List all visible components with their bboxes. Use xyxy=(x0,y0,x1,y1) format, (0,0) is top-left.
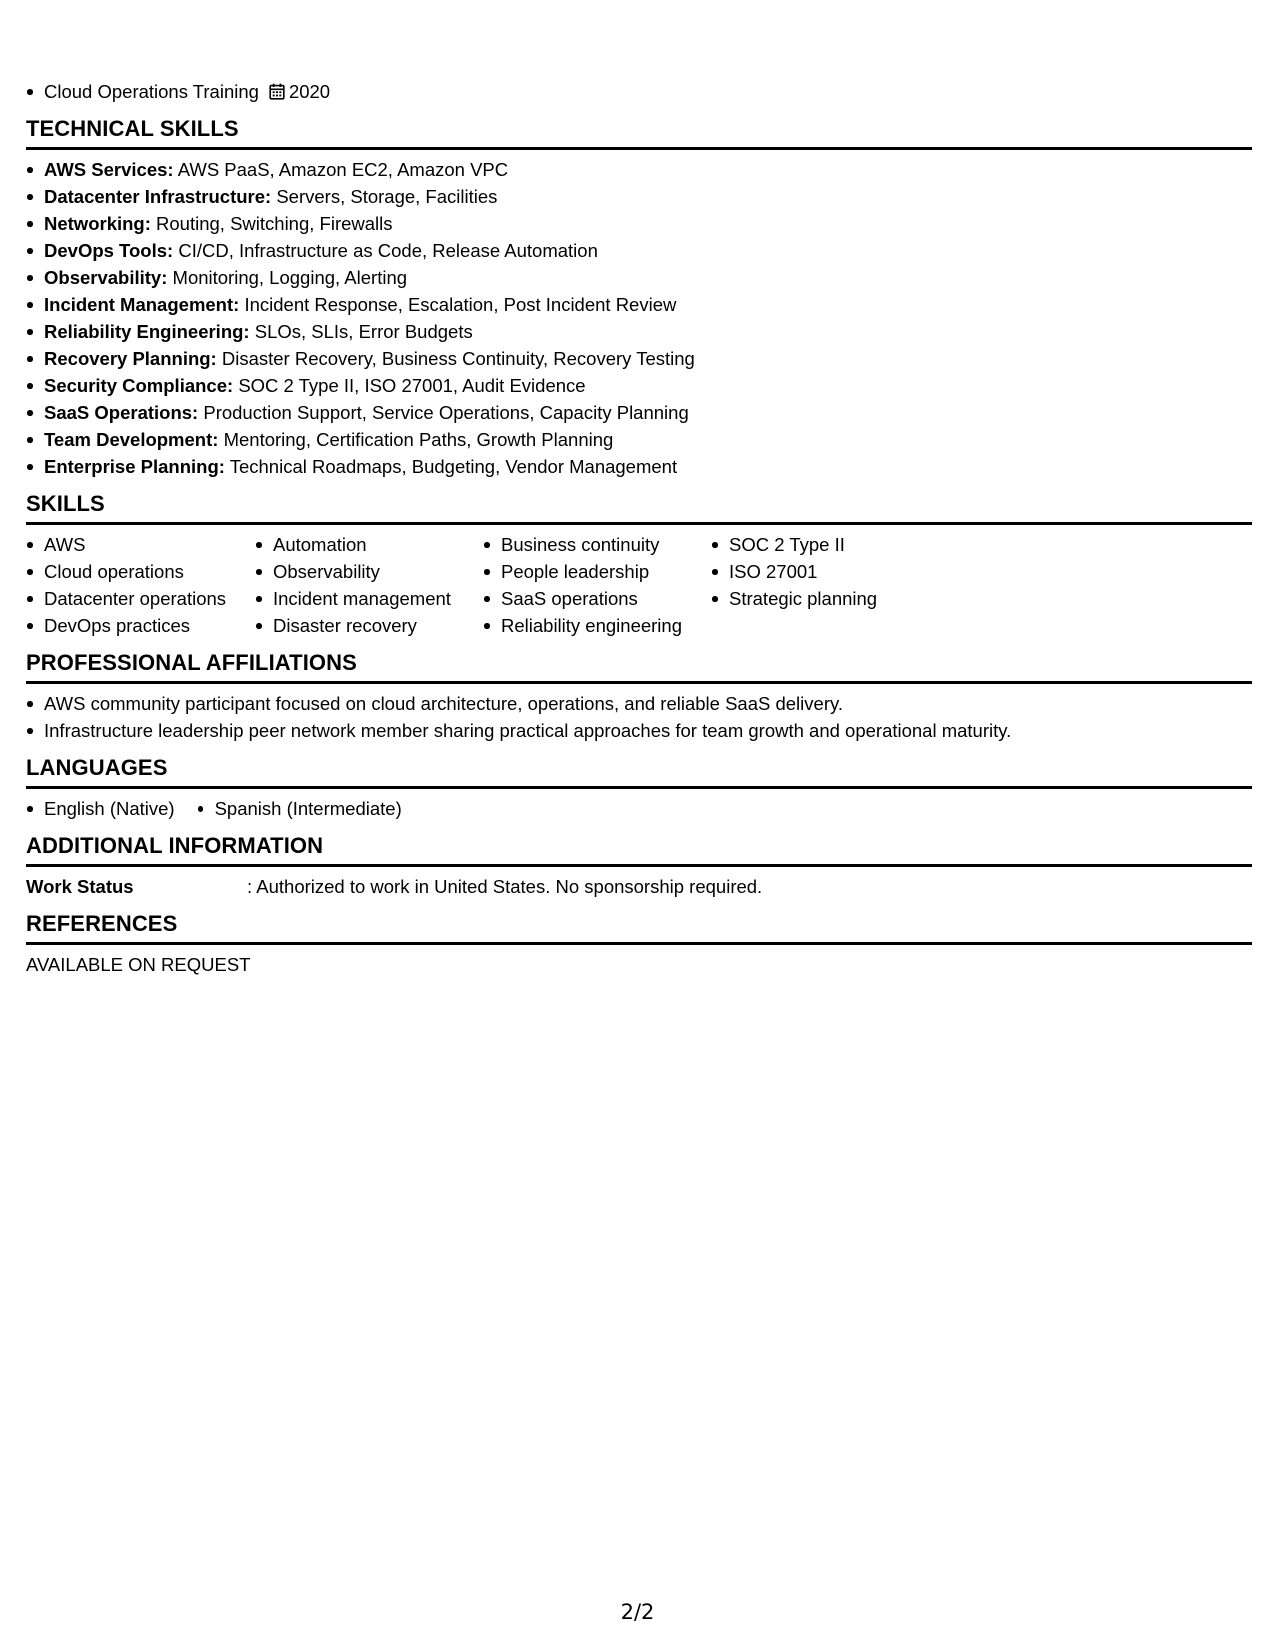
skill-label: DevOps Tools: xyxy=(44,240,174,261)
list-item xyxy=(26,183,1252,210)
list-item: Observability xyxy=(255,558,461,585)
list-item: English (Native) xyxy=(26,795,175,822)
training-year: 2020 xyxy=(288,81,331,102)
list-item xyxy=(26,78,1252,105)
section-title-affiliations: PROFESSIONAL AFFILIATIONS xyxy=(26,649,1252,684)
list-item xyxy=(26,318,1252,345)
list-item: Datacenter operations xyxy=(26,585,233,612)
references-text: AVAILABLE ON REQUEST xyxy=(26,954,251,975)
work-status-label: Work Status xyxy=(26,876,134,897)
list-item xyxy=(26,156,1252,183)
list-item: Reliability engineering xyxy=(483,612,689,639)
list-item: Incident management xyxy=(255,585,461,612)
list-item: Disaster recovery xyxy=(255,612,461,639)
list-item: Infrastructure leadership peer network member sharing practical approaches for team growth and operational maturity. xyxy=(26,717,1252,744)
list-item: SOC 2 Type II xyxy=(711,531,891,558)
skill-label: Recovery Planning: xyxy=(44,348,217,369)
skill-label: Reliability Engineering: xyxy=(44,321,250,342)
list-item xyxy=(26,210,1252,237)
skill-label: Security Compliance: xyxy=(44,375,234,396)
skills-column xyxy=(255,531,461,639)
skill-value: Mentoring, Certification Paths, Growth Planning xyxy=(223,429,614,450)
list-item xyxy=(26,345,1252,372)
list-item: ISO 27001 xyxy=(711,558,891,585)
list-item: Cloud operations xyxy=(26,558,233,585)
work-status-row xyxy=(26,867,1252,900)
skill-label: Observability: xyxy=(44,267,168,288)
list-item xyxy=(26,372,1252,399)
affiliations-list xyxy=(26,684,1252,744)
section-title-skills: SKILLS xyxy=(26,490,1252,525)
list-item: SaaS operations xyxy=(483,585,689,612)
calendar-icon xyxy=(269,83,285,100)
list-item: AWS community participant focused on cloud architecture, operations, and reliable SaaS delivery. xyxy=(26,690,1252,717)
list-item: Automation xyxy=(255,531,461,558)
list-item xyxy=(26,426,1252,453)
list-item xyxy=(26,291,1252,318)
skill-value: AWS PaaS, Amazon EC2, Amazon VPC xyxy=(177,159,509,180)
skill-value: Monitoring, Logging, Alerting xyxy=(172,267,408,288)
list-item: DevOps practices xyxy=(26,612,233,639)
skill-label: Datacenter Infrastructure: xyxy=(44,186,272,207)
technical-skills-list xyxy=(26,150,1252,480)
list-item: Business continuity xyxy=(483,531,689,558)
skill-label: Incident Management: xyxy=(44,294,240,315)
skills-column xyxy=(26,531,233,639)
skill-value: Routing, Switching, Firewalls xyxy=(156,213,393,234)
skill-value: Incident Response, Escalation, Post Incident Review xyxy=(244,294,677,315)
list-item: People leadership xyxy=(483,558,689,585)
skill-value: Production Support, Service Operations, Capacity Planning xyxy=(203,402,689,423)
languages-list xyxy=(26,789,1252,822)
skill-label: Enterprise Planning: xyxy=(44,456,225,477)
training-list xyxy=(26,78,1252,105)
skill-value: SOC 2 Type II, ISO 27001, Audit Evidence xyxy=(238,375,586,396)
training-name: Cloud Operations Training xyxy=(44,81,259,102)
skill-label: AWS Services: xyxy=(44,159,174,180)
skill-value: Disaster Recovery, Business Continuity, Recovery Testing xyxy=(221,348,695,369)
skills-grid xyxy=(26,525,1252,639)
skills-column xyxy=(711,531,891,639)
skill-label: SaaS Operations: xyxy=(44,402,199,423)
list-item: Spanish (Intermediate) xyxy=(197,795,402,822)
list-item xyxy=(26,453,1252,480)
list-item xyxy=(26,399,1252,426)
skill-value: SLOs, SLIs, Error Budgets xyxy=(254,321,473,342)
skill-value: Servers, Storage, Facilities xyxy=(276,186,498,207)
skills-column xyxy=(483,531,689,639)
skill-value: Technical Roadmaps, Budgeting, Vendor Management xyxy=(229,456,678,477)
section-title-technical-skills: TECHNICAL SKILLS xyxy=(26,115,1252,150)
skill-value: CI/CD, Infrastructure as Code, Release Automation xyxy=(178,240,598,261)
section-title-additional-information: ADDITIONAL INFORMATION xyxy=(26,832,1252,867)
skill-label: Networking: xyxy=(44,213,151,234)
work-status-value: : Authorized to work in United States. No sponsorship required. xyxy=(247,876,763,897)
resume-content xyxy=(26,78,1252,978)
list-item xyxy=(26,264,1252,291)
page-number: 2/2 xyxy=(620,1600,655,1624)
list-item xyxy=(26,237,1252,264)
section-title-references: REFERENCES xyxy=(26,910,1252,945)
section-title-languages: LANGUAGES xyxy=(26,754,1252,789)
skill-label: Team Development: xyxy=(44,429,219,450)
list-item: AWS xyxy=(26,531,233,558)
list-item: Strategic planning xyxy=(711,585,891,612)
